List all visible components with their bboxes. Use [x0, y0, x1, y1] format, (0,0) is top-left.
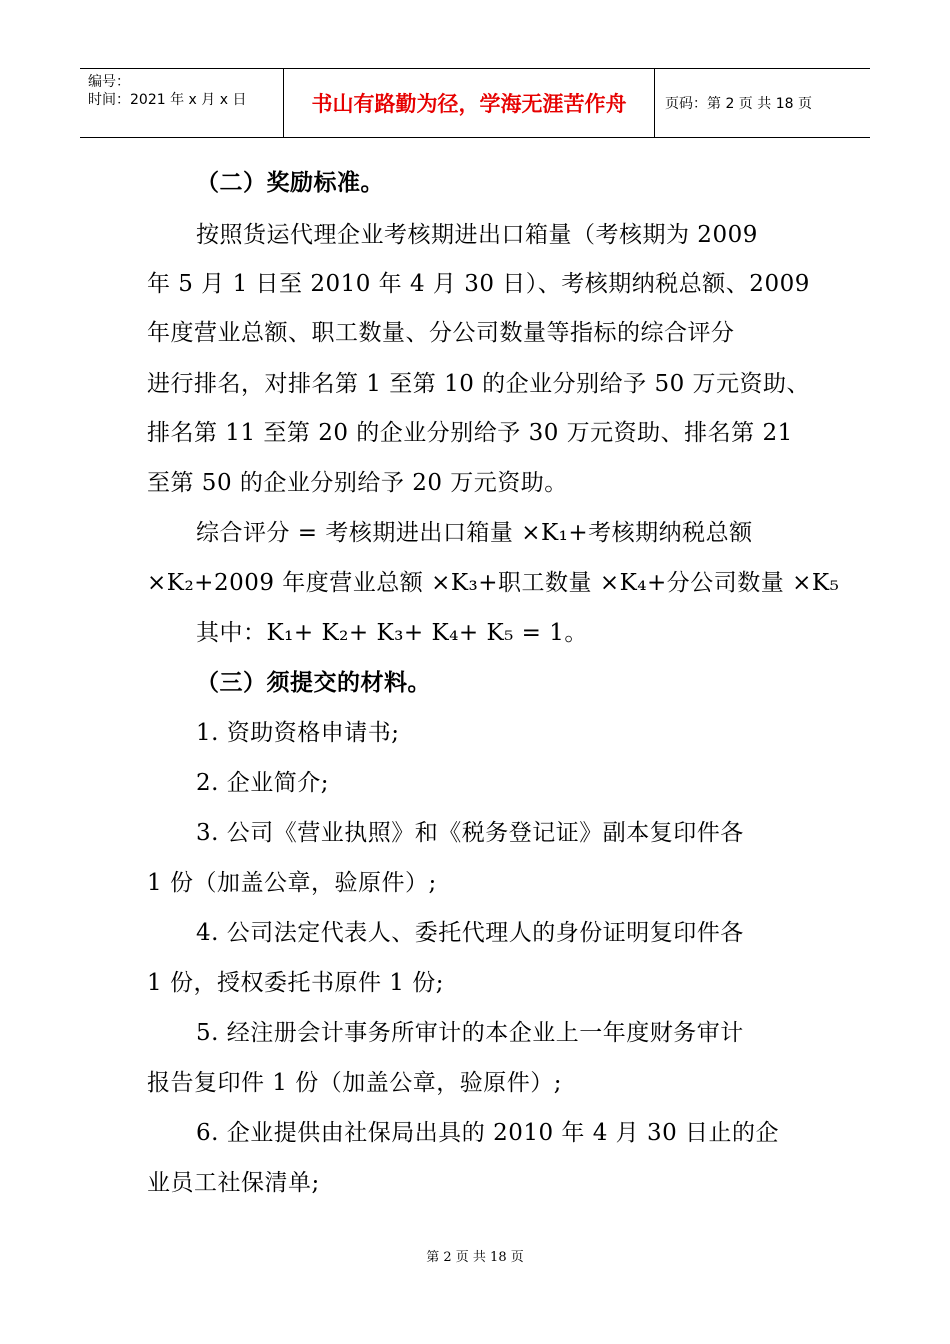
section-heading-2: （二）奖励标准。: [196, 170, 384, 196]
list-item: 2. 企业简介;: [196, 770, 330, 796]
list-item: 6. 企业提供由社保局出具的 2010 年 4 月 30 日止的企: [196, 1120, 780, 1146]
page-header: [80, 68, 870, 138]
paragraph-line: 进行排名，对排名第 1 至第 10 的企业分别给予 50 万元资助、: [147, 371, 811, 397]
header-meta: [80, 69, 284, 137]
header-page-cell: [655, 69, 870, 137]
paragraph-line: 按照货运代理企业考核期进出口箱量（考核期为 2009: [196, 222, 758, 248]
paragraph-line: 年度营业总额、职工数量、分公司数量等指标的综合评分: [147, 320, 735, 346]
formula-note: 其中：K₁+ K₂+ K₃+ K₄+ K₅ = 1。: [196, 620, 588, 646]
page-code: 页码：第 2 页 共 18 页: [665, 96, 812, 112]
list-item-continued: 报告复印件 1 份（加盖公章，验原件）;: [147, 1070, 563, 1096]
list-item: 4. 公司法定代表人、委托代理人的身份证明复印件各: [196, 920, 744, 946]
list-item: 5. 经注册会计事务所审计的本企业上一年度财务审计: [196, 1020, 744, 1046]
date-line: 时间：2021 年 x 月 x 日: [88, 92, 247, 108]
list-item-continued: 业员工社保清单;: [147, 1170, 320, 1196]
header-motto-cell: [284, 69, 655, 137]
section-heading-3: （三）须提交的材料。: [196, 670, 431, 696]
paragraph-line: 至第 50 的企业分别给予 20 万元资助。: [147, 470, 568, 496]
formula-line: 综合评分 = 考核期进出口箱量 ×K₁+考核期纳税总额: [196, 520, 753, 546]
page-footer: 第 2 页 共 18 页: [426, 1250, 524, 1265]
list-item-continued: 1 份（加盖公章，验原件）;: [147, 870, 437, 896]
paragraph-line: 年 5 月 1 日至 2010 年 4 月 30 日）、考核期纳税总额、2009: [147, 271, 810, 297]
motto: 书山有路勤为径，学海无涯苦作舟: [311, 92, 627, 116]
formula-line: ×K₂+2009 年度营业总额 ×K₃+职工数量 ×K₄+分公司数量 ×K₅: [147, 570, 840, 596]
paragraph-line: 排名第 11 至第 20 的企业分别给予 30 万元资助、排名第 21: [147, 420, 793, 446]
list-item: 1. 资助资格申请书;: [196, 720, 400, 746]
number-label: 编号：: [88, 74, 130, 90]
list-item: 3. 公司《营业执照》和《税务登记证》副本复印件各: [196, 820, 744, 846]
list-item-continued: 1 份，授权委托书原件 1 份;: [147, 970, 444, 996]
